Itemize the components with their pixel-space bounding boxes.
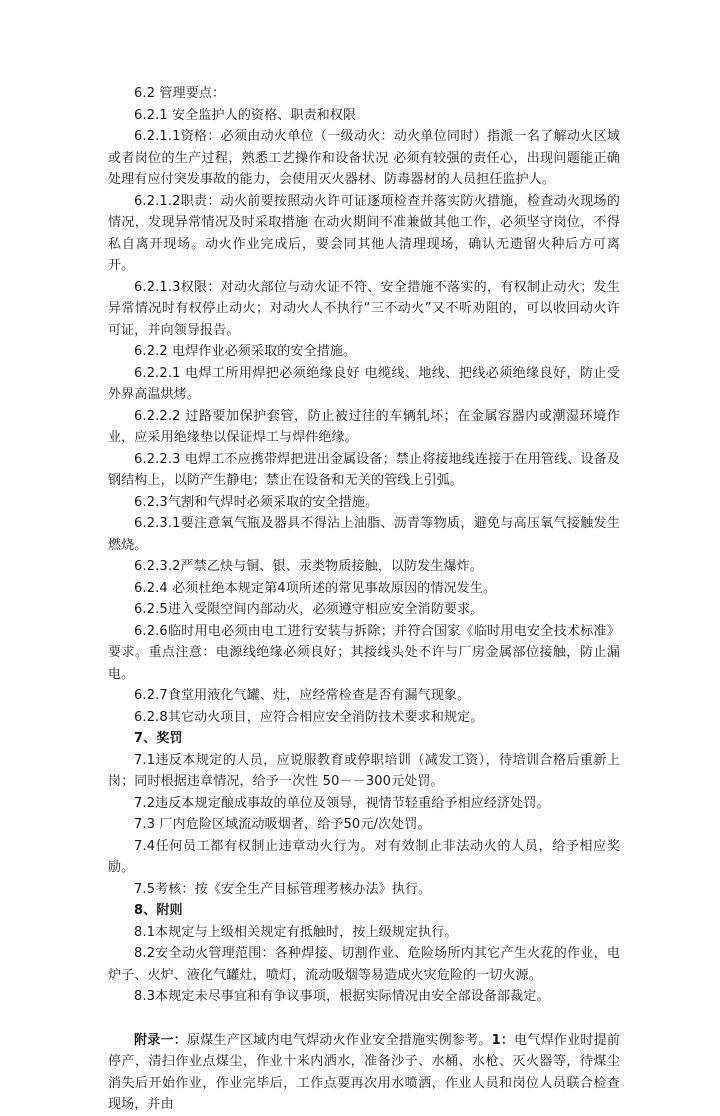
paragraph: 6.2.1.3权限：对动火部位与动火证不符、安全措施不落实的，有权制止动火；发生异常情况时有权停止动火；对动火人不执行“三不动火”又不听劝阻的，可以收回动火许可证，并向领导报告。 xyxy=(108,279,620,338)
paragraph: 8.1本规定与上级相关规定有抵触时，按上级规定执行。 xyxy=(134,924,458,940)
spacer xyxy=(108,1008,620,1030)
paragraph: 7.4任何员工都有权制止违章动火行为。对有效制止非法动火的人员，给予相应奖励。 xyxy=(108,838,620,875)
paragraph: 6.2 管理要点： xyxy=(134,86,226,101)
paragraph: 7.2违反本规定酿成事故的单位及领导，视情节轻重给予相应经济处罚。 xyxy=(134,795,550,811)
paragraph: 6.2.7食堂用液化气罐、灶，应经常检查是否有漏气现象。 xyxy=(134,688,471,703)
paragraph: 6.2.3.2严禁乙炔与铜、银、汞类物质接触，以防发生爆炸。 xyxy=(134,559,483,574)
paragraph: 6.2.5进入受限空间内部动火，必须遵守相应安全消防要求。 xyxy=(134,602,484,617)
paragraph: 6.2.6临时用电必须由电工进行安装与拆除；并符合国家《临时用电安全技术标准》要求。重点注意：电源线绝缘必须良好；其接线头处不许与厂房金属部位接触，防止漏电。 xyxy=(108,623,620,682)
paragraph: 8.3本规定未尽事宜和有争议事项，根据实际情况由安全部设备部裁定。 xyxy=(134,989,550,1004)
paragraph: 6.2.1.1资格：必须由动火单位（一级动火：动火单位同时）指派一名了解动火区域或者岗位的生产过程，熟悉工艺操作和设备状况 必须有较强的责任心，出现问题能正确处理有应付突发事故的能力，会使用灭火器材、防毒器材的人员担任监护人。 xyxy=(108,129,620,187)
appendix-text: 原煤生产区域内电气焊动火作业安全措施实例参考。 xyxy=(186,1032,492,1048)
paragraph: 6.2.4 必须杜绝本规定第4项所述的常见事故原因的情况发生。 xyxy=(134,580,497,596)
paragraph: 6.2.2 电焊作业必须采取的安全措施。 xyxy=(134,344,357,359)
paragraph: 8.2安全动火管理范围：各种焊接、切割作业、危险场所内其它产生火花的作业，电炉子、火炉、液化气罐灶，喷灯，流动吸烟等易造成火灾危险的一切火源。 xyxy=(108,946,620,983)
paragraph: 6.2.2.1 电焊工所用焊把必须绝缘良好 电缆线、地线、把线必须绝缘良好，防止受外界高温烘烤。 xyxy=(108,365,620,402)
appendix-item-text: 电气焊作业时提前停产，清扫作业点煤尘，作业十米内洒水，准备沙子、水桶、水枪、灭火器等，待煤尘消失后开始作业，作业完毕后，工作点要再次用水喷洒，作业人员和岗位人员联合检查现场，并由 xyxy=(108,1032,620,1112)
paragraph: 6.2.3.1要注意氧气瓶及器具不得沾上油脂、沥青等物质，避免与高压氧气接触发生燃烧。 xyxy=(108,516,620,553)
paragraph: 6.2.3气割和气焊时必须采取的安全措施。 xyxy=(134,494,379,510)
section-heading: 8、附则 xyxy=(134,903,183,918)
paragraph: 7.1违反本规定的人员，应说服教育或停职培训（减发工资），待培训合格后重新上岗；同时根据违章情况，给予一次性 50－－300元处罚。 xyxy=(108,752,620,789)
appendix-item-number: 1： xyxy=(491,1032,515,1048)
paragraph: 6.2.2.3 电焊工不应携带焊把进出金属设备；禁止将接地线连接于在用管线、设备及钢结构上，以防产生静电；禁止在设备和无关的管线上引弧。 xyxy=(108,451,620,488)
paragraph: 7.5考核：按《安全生产目标管理考核办法》执行。 xyxy=(134,881,432,897)
paragraph: 6.2.8其它动火项目，应符合相应安全消防技术要求和规定。 xyxy=(134,709,484,725)
appendix-label: 附录一： xyxy=(134,1032,187,1048)
paragraph: 6.2.1 安全监护人的资格、职责和权限 xyxy=(134,107,357,123)
paragraph: 7.3 厂内危险区域流动吸烟者，给予50元/次处罚。 xyxy=(134,817,431,832)
section-heading: 7、奖罚 xyxy=(134,731,183,746)
appendix-paragraph xyxy=(108,1030,620,1116)
paragraph: 6.2.2.2 过路要加保护套管，防止被过往的车辆轧坏；在金属容器内或潮湿环境作业，应采用绝缘垫以保证焊工与焊件绝缘。 xyxy=(108,408,620,445)
document-body xyxy=(108,83,620,1116)
paragraph: 6.2.1.2职责：动火前要按照动火许可证逐项检查并落实防火措施，检查动火现场的情况，发现异常情况及时采取措施 在动火期间不准兼做其他工作，必须坚守岗位，不得私自离开现场。动火作业完成后，要会同其他人清理现场，确认无遗留火种后方可离开。 xyxy=(108,193,620,273)
